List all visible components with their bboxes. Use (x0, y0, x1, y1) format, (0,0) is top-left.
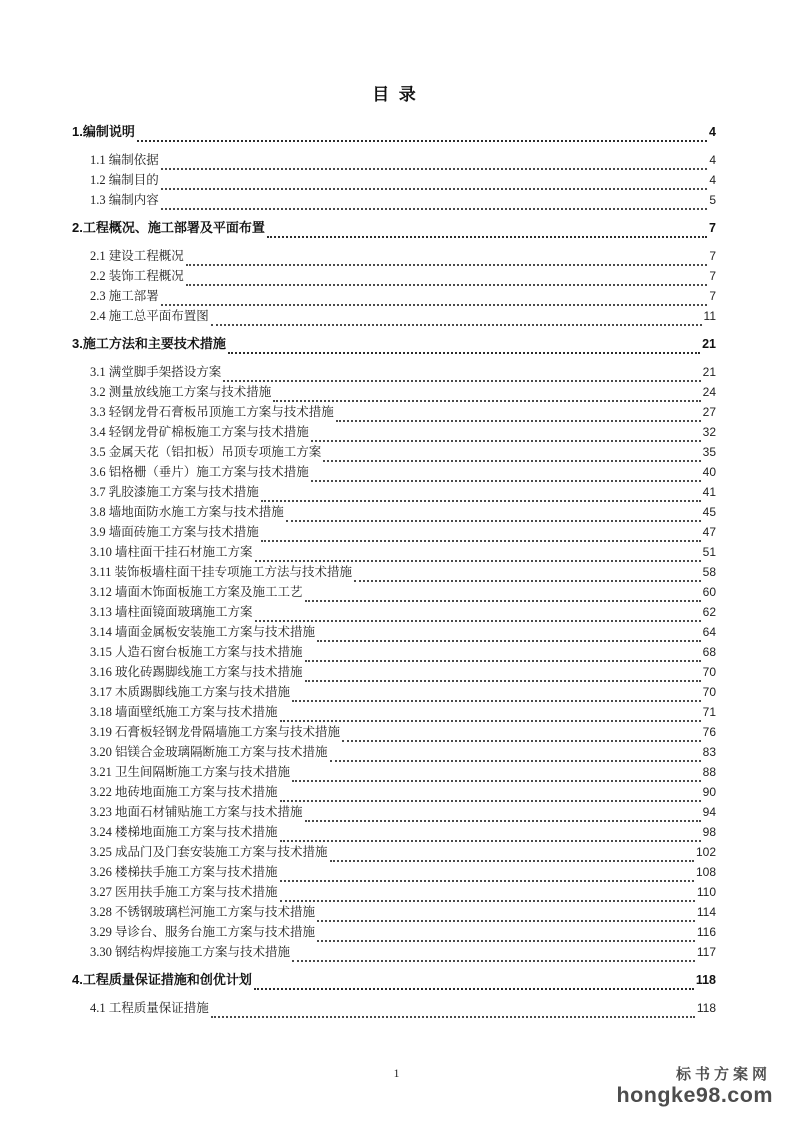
toc-entry-label: 4.工程质量保证措施和创优计划 (72, 972, 252, 987)
toc-entry-label: 3.8 墙地面防水施工方案与技术措施 (90, 505, 284, 519)
toc-entry-label: 3.7 乳胶漆施工方案与技术措施 (90, 485, 259, 499)
toc-entry-page: 40 (702, 465, 716, 479)
toc-entry-page: 7 (709, 269, 716, 283)
toc-entry[interactable] (72, 522, 716, 542)
toc-entry-label: 1.2 编制目的 (90, 173, 159, 187)
toc-entry[interactable] (72, 382, 716, 402)
toc-entry[interactable] (72, 442, 716, 462)
toc-entry[interactable] (72, 422, 716, 442)
toc-entry-page: 70 (702, 665, 716, 679)
toc-dot-leader (186, 261, 708, 266)
toc-entry-label: 3.22 地砖地面施工方案与技术措施 (90, 785, 278, 799)
page-title: 目 录 (372, 85, 416, 104)
toc-entry-page: 27 (702, 405, 716, 419)
toc-entry-label: 3.19 石膏板轻钢龙骨隔墙施工方案与技术措施 (90, 725, 341, 739)
toc-entry[interactable] (72, 402, 716, 422)
toc-entry-page: 47 (702, 525, 716, 539)
toc-entry[interactable] (72, 742, 716, 762)
toc-entry-label: 3.5 金属天花（铝扣板）吊顶专项施工方案 (90, 445, 322, 459)
toc-dot-leader (211, 321, 702, 326)
toc-entry-label: 1.编制说明 (72, 124, 135, 139)
toc-dot-leader (292, 697, 701, 702)
footer-page-number: 1 (393, 1068, 400, 1080)
toc-dot-leader (286, 517, 701, 522)
toc-entry-label: 3.16 玻化砖踢脚线施工方案与技术措施 (90, 665, 303, 679)
toc-entry[interactable] (72, 582, 716, 602)
toc-entry-page: 60 (702, 585, 716, 599)
toc-entry-page: 118 (696, 1001, 716, 1015)
toc-entry-label: 3.25 成品门及门套安装施工方案与技术措施 (90, 845, 328, 859)
toc-dot-leader (330, 857, 694, 862)
toc-entry[interactable] (72, 970, 716, 990)
toc-entry[interactable] (72, 150, 716, 170)
toc-dot-leader (317, 917, 695, 922)
toc-dot-leader (354, 577, 701, 582)
toc-entry[interactable] (72, 246, 716, 266)
toc-entry-label: 2.1 建设工程概况 (90, 249, 184, 263)
toc-dot-leader (317, 937, 695, 942)
toc-entry-label: 3.11 装饰板墙柱面干挂专项施工方法与技术措施 (90, 565, 353, 579)
toc-entry-page: 64 (702, 625, 716, 639)
toc-entry[interactable] (72, 862, 716, 882)
toc-entry-page: 24 (702, 385, 716, 399)
toc-entry-page: 5 (709, 193, 716, 207)
toc-entry[interactable] (72, 662, 716, 682)
toc-entry-page: 21 (702, 365, 716, 379)
toc-entry-label: 3.1 满堂脚手架搭设方案 (90, 365, 222, 379)
toc-entry[interactable] (72, 190, 716, 210)
toc-content (72, 80, 716, 1018)
toc-entry-label: 2.3 施工部署 (90, 289, 159, 303)
toc-entry-page: 58 (702, 565, 716, 579)
toc-entry-label: 4.1 工程质量保证措施 (90, 1001, 209, 1015)
toc-entry[interactable] (72, 218, 716, 238)
toc-dot-leader (137, 137, 707, 142)
watermark-site-name: 标书方案网 (675, 1066, 771, 1084)
toc-entry-label: 3.14 墙面金属板安装施工方案与技术措施 (90, 625, 316, 639)
toc-entry[interactable] (72, 782, 716, 802)
toc-entry-label: 3.施工方法和主要技术措施 (72, 336, 226, 351)
toc-entry-page: 71 (702, 705, 716, 719)
toc-entry[interactable] (72, 682, 716, 702)
toc-entry-page: 116 (696, 925, 716, 939)
toc-entry-page: 70 (702, 685, 716, 699)
toc-dot-leader (342, 737, 701, 742)
toc-dot-leader (211, 1013, 695, 1018)
toc-entry-label: 3.18 墙面壁纸施工方案与技术措施 (90, 705, 278, 719)
toc-entry-page: 118 (695, 973, 716, 987)
toc-dot-leader (317, 637, 701, 642)
toc-entry-page: 41 (702, 485, 716, 499)
toc-entry-page: 4 (709, 173, 716, 187)
toc-entry[interactable] (72, 286, 716, 306)
toc-dot-leader (336, 417, 701, 422)
toc-entry-page: 4 (709, 125, 716, 139)
toc-entry-label: 2.4 施工总平面布置图 (90, 309, 209, 323)
toc-entry[interactable] (72, 802, 716, 822)
toc-entry[interactable] (72, 842, 716, 862)
toc-dot-leader (161, 185, 708, 190)
toc-dot-leader (228, 349, 700, 354)
toc-entry-label: 3.21 卫生间隔断施工方案与技术措施 (90, 765, 291, 779)
toc-entry-label: 3.17 木质踢脚线施工方案与技术措施 (90, 685, 291, 699)
toc-entry-page: 88 (702, 765, 716, 779)
toc-entry[interactable] (72, 306, 716, 326)
watermark-site-url: hongke98.com (616, 1083, 773, 1108)
toc-dot-leader (254, 985, 694, 990)
toc-entry-label: 1.1 编制依据 (90, 153, 159, 167)
watermark (616, 1066, 773, 1108)
toc-dot-leader (305, 677, 701, 682)
toc-entry[interactable] (72, 462, 716, 482)
toc-entry[interactable] (72, 562, 716, 582)
toc-entry-label: 3.12 墙面木饰面板施工方案及施工工艺 (90, 585, 303, 599)
toc-entry-page: 114 (696, 905, 716, 919)
toc-dot-leader (273, 397, 700, 402)
toc-entry[interactable] (72, 942, 716, 962)
toc-dot-leader (280, 897, 695, 902)
toc-entry[interactable] (72, 902, 716, 922)
toc-entry-label: 3.26 楼梯扶手施工方案与技术措施 (90, 865, 278, 879)
toc-entry[interactable] (72, 542, 716, 562)
toc-dot-leader (311, 477, 701, 482)
toc-entry[interactable] (72, 170, 716, 190)
toc-entry-label: 3.2 测量放线施工方案与技术措施 (90, 385, 272, 399)
toc-entry-page: 90 (702, 785, 716, 799)
toc-entry-label: 3.9 墙面砖施工方案与技术措施 (90, 525, 259, 539)
toc-dot-leader (280, 797, 701, 802)
toc-entry-page: 117 (696, 945, 716, 959)
toc-entry-page: 45 (702, 505, 716, 519)
toc-entry[interactable] (72, 998, 716, 1018)
toc-entry-page: 83 (702, 745, 716, 759)
toc-entry-page: 108 (695, 865, 716, 879)
toc-dot-leader (292, 777, 701, 782)
toc-entry[interactable] (72, 266, 716, 286)
toc-entry-page: 35 (702, 445, 716, 459)
toc-entry-label: 3.10 墙柱面干挂石材施工方案 (90, 545, 253, 559)
toc-dot-leader (305, 657, 701, 662)
toc-dot-leader (223, 377, 700, 382)
toc-entry[interactable] (72, 642, 716, 662)
toc-entry-label: 3.28 不锈钢玻璃栏河施工方案与技术措施 (90, 905, 316, 919)
toc-entry-label: 1.3 编制内容 (90, 193, 159, 207)
toc-dot-leader (292, 957, 695, 962)
toc-entry-page: 11 (703, 309, 716, 323)
toc-entry-label: 2.2 装饰工程概况 (90, 269, 184, 283)
toc-entry-page: 7 (709, 249, 716, 263)
toc-entry-label: 3.23 地面石材铺贴施工方案与技术措施 (90, 805, 303, 819)
toc-entry[interactable] (72, 602, 716, 622)
toc-dot-leader (161, 205, 708, 210)
toc-entry-page: 110 (696, 885, 716, 899)
toc-entry-page: 7 (709, 221, 716, 235)
toc-entry[interactable] (72, 722, 716, 742)
toc-dot-leader (280, 877, 694, 882)
toc-entry-page: 62 (702, 605, 716, 619)
toc-dot-leader (161, 165, 708, 170)
toc-entry-page: 51 (702, 545, 716, 559)
toc-entry-page: 94 (702, 805, 716, 819)
toc-dot-leader (305, 597, 701, 602)
toc-entry-page: 32 (702, 425, 716, 439)
toc-entry-page: 98 (702, 825, 716, 839)
toc-dot-leader (330, 757, 701, 762)
toc-dot-leader (305, 817, 701, 822)
toc-dot-leader (261, 537, 701, 542)
toc-entry-label: 3.13 墙柱面镜面玻璃施工方案 (90, 605, 253, 619)
toc-entry-page: 7 (709, 289, 716, 303)
toc-entry-page: 4 (709, 153, 716, 167)
toc-entry-label: 3.20 铝镁合金玻璃隔断施工方案与技术措施 (90, 745, 328, 759)
toc-dot-leader (267, 233, 707, 238)
toc-entry[interactable] (72, 922, 716, 942)
toc-entry-label: 3.15 人造石窗台板施工方案与技术措施 (90, 645, 303, 659)
toc-entry-label: 3.30 钢结构焊接施工方案与技术措施 (90, 945, 291, 959)
toc-entry-page: 102 (695, 845, 716, 859)
toc-entry-page: 21 (702, 337, 716, 351)
toc-dot-leader (186, 281, 708, 286)
toc-entry-label: 3.4 轻钢龙骨矿棉板施工方案与技术措施 (90, 425, 309, 439)
toc-list (72, 122, 716, 1018)
toc-entry[interactable] (72, 482, 716, 502)
toc-dot-leader (161, 301, 708, 306)
toc-dot-leader (280, 837, 701, 842)
toc-dot-leader (261, 497, 701, 502)
toc-entry-label: 3.29 导诊台、服务台施工方案与技术措施 (90, 925, 316, 939)
toc-entry-page: 68 (702, 645, 716, 659)
toc-entry-label: 3.27 医用扶手施工方案与技术措施 (90, 885, 278, 899)
toc-entry[interactable] (72, 622, 716, 642)
toc-entry[interactable] (72, 882, 716, 902)
toc-dot-leader (255, 617, 701, 622)
toc-entry-page: 76 (702, 725, 716, 739)
toc-dot-leader (311, 437, 701, 442)
toc-entry[interactable] (72, 334, 716, 354)
toc-entry-label: 3.3 轻钢龙骨石膏板吊顶施工方案与技术措施 (90, 405, 334, 419)
toc-entry[interactable] (72, 822, 716, 842)
toc-entry[interactable] (72, 362, 716, 382)
toc-dot-leader (280, 717, 701, 722)
toc-entry-label: 2.工程概况、施工部署及平面布置 (72, 220, 265, 235)
toc-entry[interactable] (72, 122, 716, 142)
toc-entry-label: 3.24 楼梯地面施工方案与技术措施 (90, 825, 278, 839)
toc-entry[interactable] (72, 702, 716, 722)
toc-dot-leader (323, 457, 700, 462)
toc-entry[interactable] (72, 502, 716, 522)
toc-entry[interactable] (72, 762, 716, 782)
toc-entry-label: 3.6 铝格栅（垂片）施工方案与技术措施 (90, 465, 309, 479)
